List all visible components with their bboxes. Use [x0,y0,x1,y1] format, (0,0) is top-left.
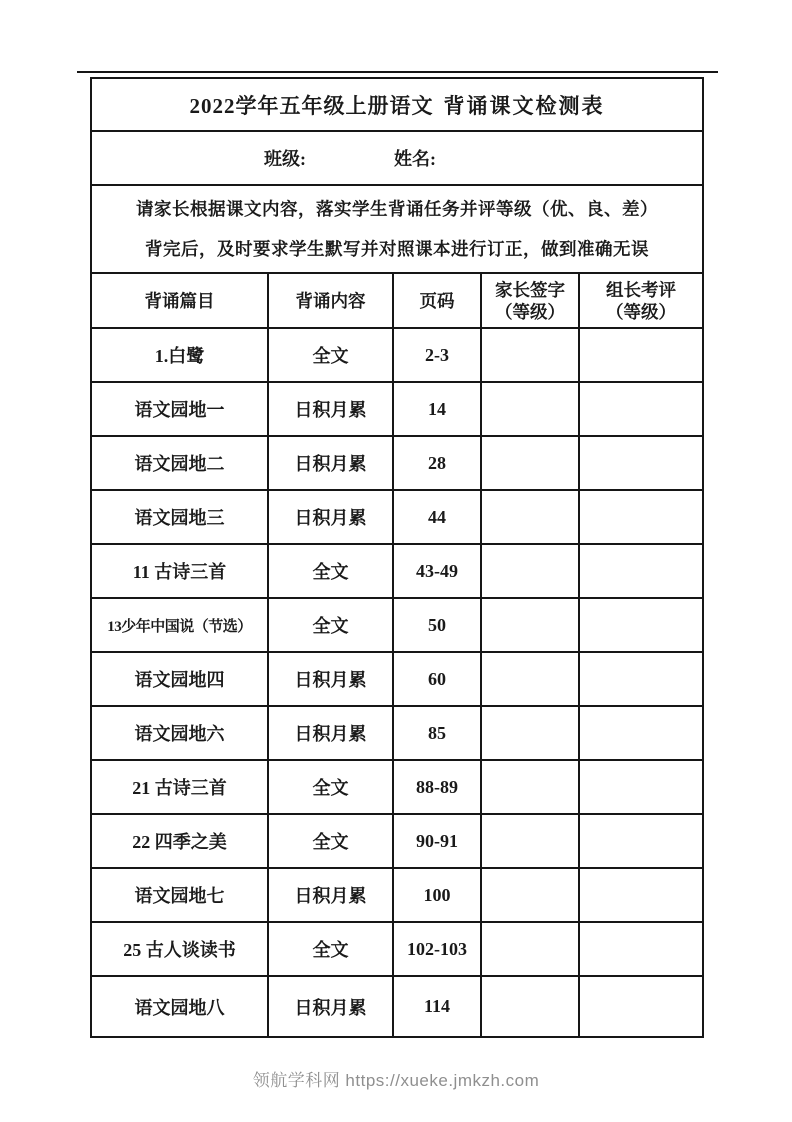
parent-signature-cell [481,328,579,382]
leader-evaluation-cell [579,760,703,814]
table-row [91,976,703,1037]
column-header-page-number: 页码 [393,273,481,328]
leader-evaluation-cell [579,706,703,760]
leader-evaluation-cell [579,544,703,598]
parent-signature-cell [481,436,579,490]
parent-signature-cell [481,976,579,1037]
leader-evaluation-cell [579,922,703,976]
row-content: 日积月累 [268,976,393,1037]
parent-signature-cell [481,490,579,544]
row-content: 日积月累 [268,652,393,706]
row-content: 全文 [268,922,393,976]
row-content: 全文 [268,814,393,868]
row-pages: 85 [393,706,481,760]
table-row [91,868,703,922]
instructions [91,185,703,273]
parent-signature-cell [481,922,579,976]
instructions-line-1: 请家长根据课文内容，落实学生背诵任务并评等级（优、良、差） [136,199,659,219]
row-content: 日积月累 [268,436,393,490]
row-title: 语文园地一 [91,382,268,436]
parent-signature-cell [481,544,579,598]
table-row [91,652,703,706]
row-pages: 44 [393,490,481,544]
column-header-recitation-item: 背诵篇目 [91,273,268,328]
row-content: 日积月累 [268,490,393,544]
parent-signature-cell [481,868,579,922]
row-pages: 90-91 [393,814,481,868]
title-sub: 背诵课文检测表 [443,93,605,118]
leader-evaluation-cell [579,868,703,922]
leader-evaluation-cell [579,598,703,652]
row-content: 日积月累 [268,868,393,922]
instructions-row [91,185,703,273]
row-title: 语文园地二 [91,436,268,490]
table-row [91,814,703,868]
row-content: 全文 [268,544,393,598]
title-main: 2022学年五年级上册语文 [189,93,434,118]
parent-signature-cell [481,652,579,706]
row-pages: 102-103 [393,922,481,976]
table-row [91,598,703,652]
parent-signature-cell [481,706,579,760]
leader-evaluation-cell [579,490,703,544]
row-title: 13少年中国说（节选） [91,598,268,652]
row-title: 语文园地四 [91,652,268,706]
row-content: 全文 [268,328,393,382]
table-row [91,760,703,814]
row-title: 25 古人谈读书 [91,922,268,976]
instructions-line-2: 背完后，及时要求学生默写并对照课本进行订正，做到准确无误 [145,239,650,259]
leader-evaluation-cell [579,382,703,436]
column-header-parent-signature: 家长签字 （等级） [481,273,579,328]
top-horizontal-rule [77,71,718,73]
row-content: 全文 [268,598,393,652]
row-title: 语文园地三 [91,490,268,544]
parent-signature-cell [481,598,579,652]
row-pages: 28 [393,436,481,490]
class-label: 班级: [264,149,306,169]
table-header-row [91,273,703,328]
name-label: 姓名: [394,149,436,169]
row-content: 日积月累 [268,382,393,436]
row-pages: 100 [393,868,481,922]
leader-evaluation-cell [579,328,703,382]
table-row [91,922,703,976]
row-pages: 114 [393,976,481,1037]
row-title: 11 古诗三首 [91,544,268,598]
row-pages: 88-89 [393,760,481,814]
row-title: 1.白鹭 [91,328,268,382]
table-row [91,328,703,382]
leader-evaluation-cell [579,436,703,490]
row-pages: 2-3 [393,328,481,382]
row-title: 语文园地八 [91,976,268,1037]
table-row [91,382,703,436]
row-title: 21 古诗三首 [91,760,268,814]
table-row [91,436,703,490]
watermark-footer: 领航学科网 https://xueke.jmkzh.com [252,1071,540,1090]
title-row [91,78,703,131]
leader-evaluation-cell [579,652,703,706]
leader-evaluation-cell [579,814,703,868]
parent-signature-cell [481,760,579,814]
row-title: 22 四季之美 [91,814,268,868]
recitation-check-table [90,77,704,1038]
row-pages: 43-49 [393,544,481,598]
column-header-leader-evaluation: 组长考评 （等级） [579,273,703,328]
row-title: 语文园地七 [91,868,268,922]
column-header-recitation-content: 背诵内容 [268,273,393,328]
table-row [91,706,703,760]
row-pages: 60 [393,652,481,706]
leader-evaluation-cell [579,976,703,1037]
class-name-row [91,131,703,185]
row-pages: 14 [393,382,481,436]
row-content: 日积月累 [268,706,393,760]
parent-signature-cell [481,814,579,868]
page-title [91,78,703,131]
row-pages: 50 [393,598,481,652]
table-row [91,490,703,544]
row-content: 全文 [268,760,393,814]
parent-signature-cell [481,382,579,436]
table-row [91,544,703,598]
row-title: 语文园地六 [91,706,268,760]
